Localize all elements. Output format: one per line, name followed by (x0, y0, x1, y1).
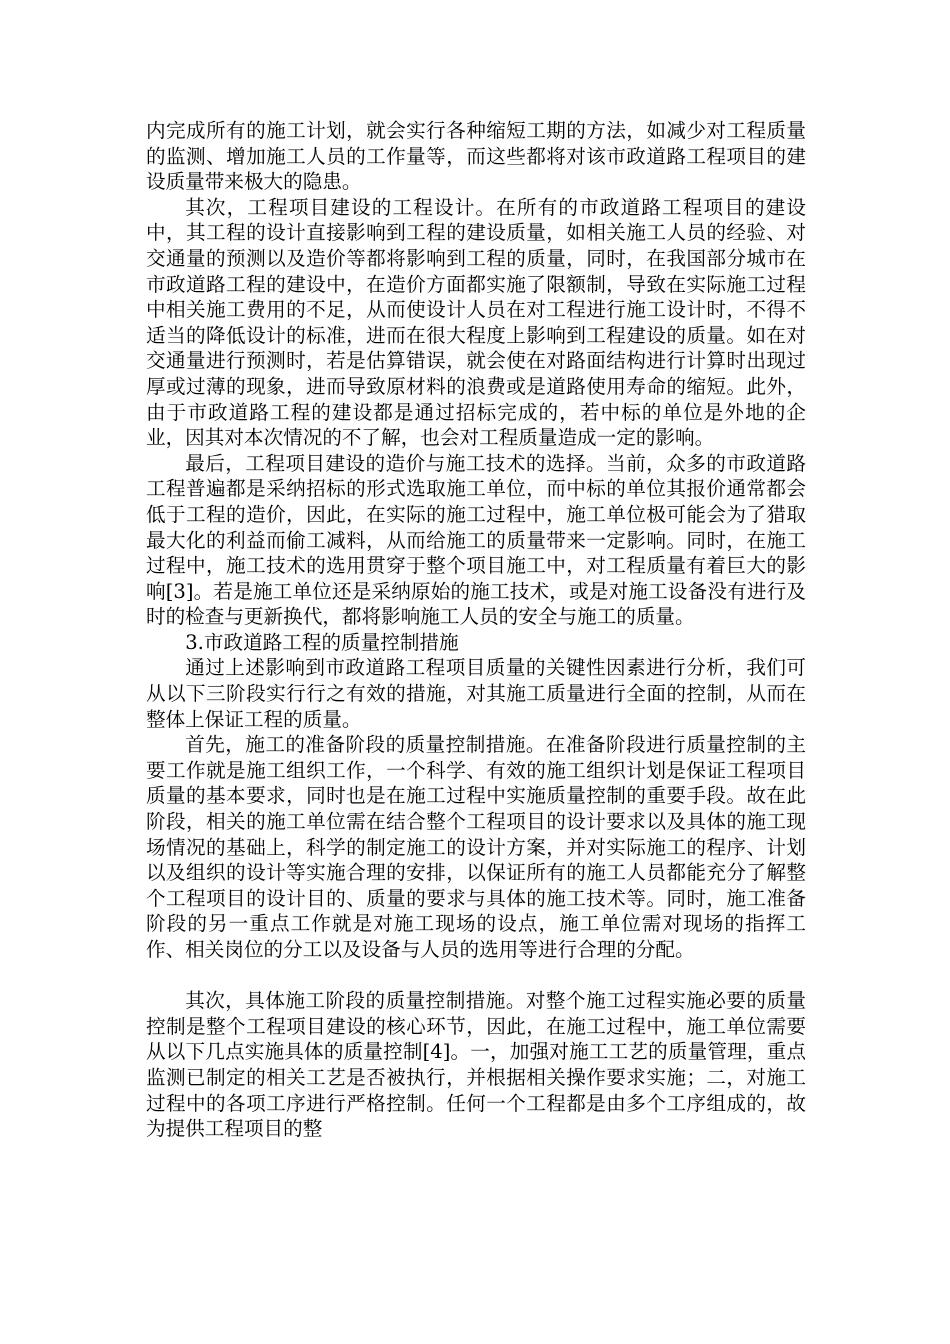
paragraph-section-intro: 通过上述影响到市政道路工程项目质量的关键性因素进行分析，我们可从以下三阶段实行行之有效的措施，对其施工质量进行全面的控制，从而在整体上保证工程的质量。 (146, 656, 806, 731)
paragraph-construction-stage: 其次，具体施工阶段的质量控制措施。对整个施工过程实施必要的质量控制是整个工程项目建设的核心环节，因此，在施工过程中，施工单位需要从以下几点实施具体的质量控制[4]。一，加强对施工工艺的质量管理，重点监测已制定的相关工艺是否被执行，并根据相关操作要求实施；二，对施工过程中的各项工序进行严格控制。任何一个工程都是由多个工序组成的，故为提供工程项目的整 (146, 989, 806, 1141)
section-heading: 3.市政道路工程的质量控制措施 (185, 630, 459, 654)
paragraph-engineering-design: 其次，工程项目建设的工程设计。在所有的市政道路工程项目的建设中，其工程的设计直接影响到工程的建设质量，如相关施工人员的经验、对交通量的预测以及造价等都将影响到工程的质量，同时，在我国部分城市在市政道路工程的建设中，在造价方面都实施了限额制，导致在实际施工过程中相关施工费用的不足，从而使设计人员在对工程进行施工设计时，不得不适当的降低设计的标准，进而在很大程度上影响到工程建设的质量。如在对交通量进行预测时，若是估算错误，就会使在对路面结构进行计算时出现过厚或过薄的现象，进而导致原材料的浪费或是道路使用寿命的缩短。此外，由于市政道路工程的建设都是通过招标完成的，若中标的单位是外地的企业，因其对本次情况的不了解，也会对工程质量造成一定的影响。 (146, 195, 806, 450)
document-body (146, 118, 806, 1142)
paragraph-preparation-stage: 首先，施工的准备阶段的质量控制措施。在准备阶段进行质量控制的主要工作就是施工组织工作，一个科学、有效的施工组织计划是保证工程项目质量的基本要求，同时也是在施工过程中实施质量控制的重要手段。故在此阶段，相关的施工单位需在结合整个工程项目的设计要求以及具体的施工现场情况的基础上，科学的制定施工的设计方案，并对实际施工的程序、计划以及组织的设计等实施合理的安排，以保证所有的施工人员都能充分了解整个工程项目的设计目的、质量的要求与具体的施工技术等。同时，施工准备阶段的另一重点工作就是对施工现场的设点，施工单位需对现场的指挥工作、相关岗位的分工以及设备与人员的选用等进行合理的分配。 (146, 733, 806, 961)
paragraph-spacer (146, 963, 806, 989)
paragraph-continuation: 内完成所有的施工计划，就会实行各种缩短工期的方法，如减少对工程质量的监测、增加施工人员的工作量等，而这些都将对该市政道路工程项目的建设质量带来极大的隐患。 (146, 119, 806, 194)
paragraph-cost-and-technology: 最后，工程项目建设的造价与施工技术的选择。当前，众多的市政道路工程普遍都是采纳招标的形式选取施工单位，而中标的单位其报价通常都会低于工程的造价，因此，在实际的施工过程中，施工单位极可能会为了猎取最大化的利益而偷工减料，从而给施工的质量带来一定影响。同时，在施工过程中，施工技术的选用贯穿于整个项目施工中，对工程质量有着巨大的影响[3]。若是施工单位还是采纳原始的施工技术，或是对施工设备没有进行及时的检查与更新换代，都将影响施工人员的安全与施工的质量。 (146, 451, 806, 629)
